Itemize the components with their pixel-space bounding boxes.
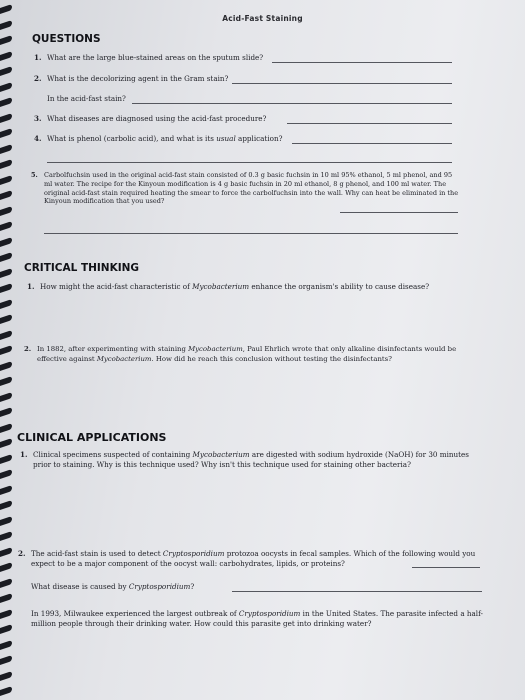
clinical-question-1 [20, 450, 473, 469]
spiral-ring [0, 330, 12, 340]
question-5-text: Carbolfuchsin used in the original acid-fast stain consisted of 0.3 g basic fuchsin in 10 ml 95% ethanol, 5 ml phenol, and 95 ml water. The recipe for the Kinyoun modification is 4 g basic fuchsin in 20 ml ethanol, 8 g phenol, and 100 ml water. The original acid-fast stain required heating the smear to force the carbolfuchsin into the wall. Why can heat be eliminated in the Kinyoun modification that you used? [44, 171, 459, 206]
clinical-question-2c-text-a: In 1993, Milwaukee experienced the largest outbreak of [31, 609, 239, 618]
question-1-text: What are the large blue-stained areas on the sputum slide? [47, 53, 264, 62]
critical-question-2 [24, 345, 472, 364]
page-header-title: Acid-Fast Staining [222, 14, 303, 23]
spiral-ring [0, 206, 12, 216]
spiral-ring [0, 144, 12, 154]
answer-line-clinical-2[interactable] [412, 567, 480, 568]
spiral-binding [0, 0, 16, 700]
spiral-ring [0, 578, 12, 588]
spiral-ring [0, 237, 12, 247]
clinical-question-1-text-em: Mycobacterium [192, 450, 250, 459]
spiral-ring [0, 686, 12, 696]
spiral-ring [0, 35, 12, 45]
question-3-number: 3. [34, 114, 42, 123]
spiral-ring [0, 640, 12, 650]
spiral-ring [0, 299, 12, 309]
clinical-question-2-text-em: Cryptosporidium [162, 549, 225, 558]
question-2b-text: In the acid-fast stain? [47, 94, 126, 103]
spiral-ring [0, 252, 12, 262]
question-4-text-b: application? [235, 134, 283, 143]
spiral-ring [0, 500, 12, 510]
critical-question-2-text-em: Mycobacterium [188, 345, 243, 353]
clinical-applications-heading: CLINICAL APPLICATIONS [17, 431, 167, 444]
answer-line-q2[interactable] [232, 83, 452, 84]
clinical-question-1-text-b: are digested with sodium hydroxide (NaOH) for 30 minutes prior to staining. Why is this technique used? Why isn't this technique used for staining other bacteria? [33, 450, 469, 469]
spiral-ring [0, 438, 12, 448]
spiral-ring [0, 609, 12, 619]
clinical-question-2-number: 2. [18, 549, 26, 558]
spiral-ring [0, 190, 12, 200]
critical-question-1-text-a: How might the acid-fast characteristic of [40, 282, 193, 291]
critical-question-2-number: 2. [24, 345, 32, 353]
clinical-question-2c-text-em: Cryptosporidium [238, 609, 301, 618]
spiral-ring [0, 361, 12, 371]
question-2-number: 2. [34, 74, 42, 83]
spiral-ring [0, 423, 12, 433]
spiral-ring [0, 82, 12, 92]
spiral-ring [0, 469, 12, 479]
spiral-ring [0, 671, 12, 681]
spiral-ring [0, 392, 12, 402]
spiral-ring [0, 175, 12, 185]
spiral-ring [0, 562, 12, 572]
spiral-ring [0, 113, 12, 123]
critical-question-1-text-em: Mycobacterium [192, 282, 250, 291]
critical-question-2-text-em2: Mycobacterium [96, 354, 152, 363]
question-4-number: 4. [34, 134, 42, 143]
question-5-number: 5. [31, 171, 38, 179]
answer-line-q5[interactable] [340, 212, 458, 213]
question-2-text: What is the decolorizing agent in the Gram stain? [47, 74, 229, 83]
answer-line-q4[interactable] [292, 143, 452, 144]
clinical-question-2 [18, 549, 479, 568]
question-5 [31, 171, 460, 206]
critical-question-2-text-b: , Paul Ehrlich wrote that only alkaline disinfectants would be effective against [37, 345, 457, 363]
critical-question-1-number: 1. [27, 282, 35, 291]
spiral-ring [0, 454, 12, 464]
spiral-ring [0, 283, 12, 293]
spiral-ring [0, 593, 12, 603]
critical-thinking-heading: CRITICAL THINKING [24, 262, 140, 274]
spiral-ring [0, 624, 12, 634]
spiral-ring [0, 66, 12, 76]
spiral-ring [0, 655, 12, 665]
questions-heading: QUESTIONS [32, 33, 101, 45]
answer-line-q4b[interactable] [47, 162, 452, 163]
question-4-text-em: usual [216, 134, 236, 143]
clinical-question-2b-text-b: ? [190, 582, 195, 591]
spiral-ring [0, 516, 12, 526]
answer-line-q3[interactable] [287, 123, 452, 124]
spiral-ring [0, 376, 12, 386]
spiral-ring [0, 547, 12, 557]
answer-line-q1[interactable] [272, 62, 452, 63]
answer-line-clinical-2b[interactable] [232, 591, 482, 592]
spiral-ring [0, 51, 12, 61]
question-4-text-a: What is phenol (carbolic acid), and what is its [47, 134, 217, 143]
spiral-ring [0, 531, 12, 541]
clinical-question-1-text-a: Clinical specimens suspected of containing [33, 450, 193, 459]
spiral-ring [0, 128, 12, 138]
spiral-ring [0, 407, 12, 417]
clinical-question-2c-text-b: in the United States. The parasite infected a half-million people through their drinking water. How could this parasite get into drinking water? [31, 609, 483, 628]
spiral-ring [0, 97, 12, 107]
critical-question-2-text-c: . How did he reach this conclusion without testing the disinfectants? [151, 354, 392, 363]
critical-question-1-text-b: enhance the organism's ability to cause disease? [249, 282, 430, 291]
clinical-question-2b-text-a: What disease is caused by [31, 582, 129, 591]
answer-line-q5b[interactable] [44, 233, 458, 234]
critical-question-2-text-a: In 1882, after experimenting with staining [37, 345, 189, 353]
spiral-ring [0, 268, 12, 278]
question-1-number: 1. [34, 53, 42, 62]
clinical-question-2-text-a: The acid-fast stain is used to detect [31, 549, 163, 558]
clinical-question-1-number: 1. [20, 450, 28, 459]
clinical-question-2-text-b: protozoa oocysts in fecal samples. Which of the following would you expect to be a major component of the oocyst wall: carbohydrates, lipids, or proteins? [31, 549, 476, 568]
spiral-ring [0, 4, 12, 14]
clinical-question-2c [31, 609, 483, 628]
spiral-ring [0, 485, 12, 495]
spiral-ring [0, 221, 12, 231]
clinical-question-2b-text-em: Cryptosporidium [128, 582, 191, 591]
spiral-ring [0, 159, 12, 169]
answer-line-q2b[interactable] [132, 103, 452, 104]
spiral-ring [0, 314, 12, 324]
question-3-text: What diseases are diagnosed using the acid-fast procedure? [47, 114, 267, 123]
critical-question-1 [27, 282, 470, 292]
spiral-ring [0, 345, 12, 355]
